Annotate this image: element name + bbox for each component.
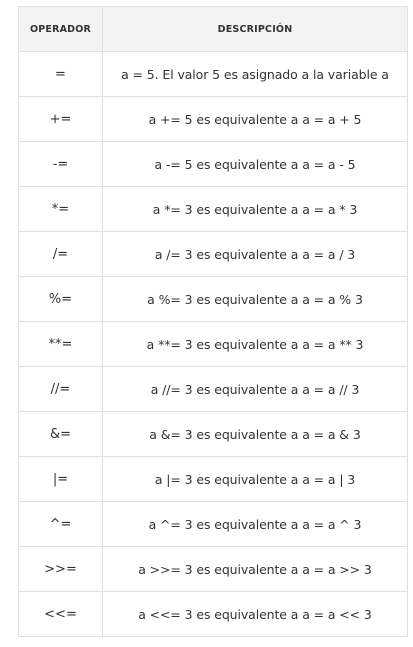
table-row: [19, 502, 408, 547]
header-descripcion: DESCRIPCIÓN: [103, 7, 408, 52]
header-operador: OPERADOR: [19, 7, 103, 52]
operator-cell: <<=: [19, 592, 103, 637]
table-row: [19, 97, 408, 142]
table-header: [19, 7, 408, 52]
description-cell: a = 5. El valor 5 es asignado a la variable a: [103, 52, 408, 97]
description-cell: a <<= 3 es equivalente a a = a << 3: [103, 592, 408, 637]
description-cell: a ^= 3 es equivalente a a = a ^ 3: [103, 502, 408, 547]
operator-cell: |=: [19, 457, 103, 502]
operator-cell: =: [19, 52, 103, 97]
description-cell: a -= 5 es equivalente a a = a - 5: [103, 142, 408, 187]
description-cell: a /= 3 es equivalente a a = a / 3: [103, 232, 408, 277]
table-row: [19, 232, 408, 277]
table-row: [19, 322, 408, 367]
table-row: [19, 547, 408, 592]
description-cell: a &= 3 es equivalente a a = a & 3: [103, 412, 408, 457]
assignment-operators-table: [18, 6, 408, 637]
table-row: [19, 277, 408, 322]
description-cell: a |= 3 es equivalente a a = a | 3: [103, 457, 408, 502]
operator-cell: %=: [19, 277, 103, 322]
operator-cell: -=: [19, 142, 103, 187]
operator-cell: //=: [19, 367, 103, 412]
description-cell: a >>= 3 es equivalente a a = a >> 3: [103, 547, 408, 592]
table-row: [19, 412, 408, 457]
operators-table-container: [18, 6, 407, 637]
description-cell: a += 5 es equivalente a a = a + 5: [103, 97, 408, 142]
table-row: [19, 187, 408, 232]
operator-cell: /=: [19, 232, 103, 277]
operator-cell: **=: [19, 322, 103, 367]
description-cell: a %= 3 es equivalente a a = a % 3: [103, 277, 408, 322]
header-row: [19, 7, 408, 52]
description-cell: a //= 3 es equivalente a a = a // 3: [103, 367, 408, 412]
operator-cell: +=: [19, 97, 103, 142]
table-row: [19, 457, 408, 502]
operator-cell: *=: [19, 187, 103, 232]
table-row: [19, 52, 408, 97]
description-cell: a **= 3 es equivalente a a = a ** 3: [103, 322, 408, 367]
table-body: [19, 52, 408, 637]
table-row: [19, 142, 408, 187]
operator-cell: >>=: [19, 547, 103, 592]
table-row: [19, 592, 408, 637]
operator-cell: &=: [19, 412, 103, 457]
table-row: [19, 367, 408, 412]
operator-cell: ^=: [19, 502, 103, 547]
description-cell: a *= 3 es equivalente a a = a * 3: [103, 187, 408, 232]
